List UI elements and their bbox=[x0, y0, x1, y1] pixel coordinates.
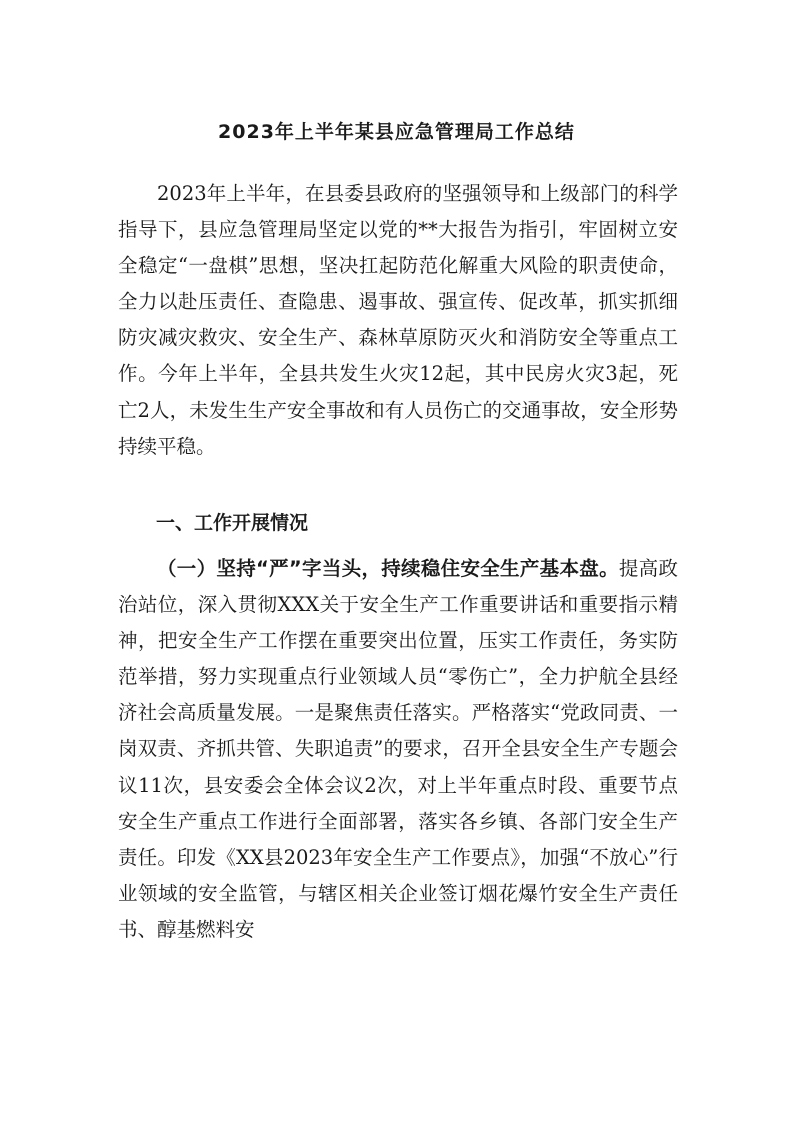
subsection-text: 提高政治站位，深入贯彻XXX关于安全生产工作重要讲话和重要指示精神，把安全生产工作摆在重要突出位置，压实工作责任，务实防范举措，努力实现重点行业领域人员“零伤亡”，全力护航全县经济社会高质量发展。一是聚焦责任落实。严格落实“党政同责、一岗双责、齐抓共管、失职追责”的要求，召开全县安全生产专题会议11次，县安委会全体会议2次，对上半年重点时段、重要节点安全生产重点工作进行全面部署，落实各乡镇、各部门安全生产责任。印发《XX县2023年安全生产工作要点》，加强“不放心”行业领域的安全监管，与辖区相关企业签订烟花爆竹安全生产责任书、醇基燃料安 bbox=[118, 557, 678, 941]
section-heading: 一、工作开展情况 bbox=[156, 512, 309, 534]
intro-paragraph: 2023年上半年，在县委县政府的坚强领导和上级部门的科学指导下，县应急管理局坚定以党的**大报告为指引，牢固树立安全稳定“一盘棋”思想，坚决扛起防范化解重大风险的职责使命，全力以赴压责任、查隐患、遏事故、强宣传、促改革，抓实抓细防灾减灾救灾、安全生产、森林草原防灭火和消防安全等重点工作。今年上半年，全县共发生火灾12起，其中民房火灾3起，死亡2人，未发生生产安全事故和有人员伤亡的交通事故，安全形势持续平稳。 bbox=[118, 182, 678, 458]
page-title: 2023年上半年某县应急管理局工作总结 bbox=[218, 121, 575, 143]
section-paragraph bbox=[118, 551, 678, 948]
subsection-lead: （一）坚持“严”字当头，持续稳住安全生产基本盘。 bbox=[157, 557, 619, 580]
